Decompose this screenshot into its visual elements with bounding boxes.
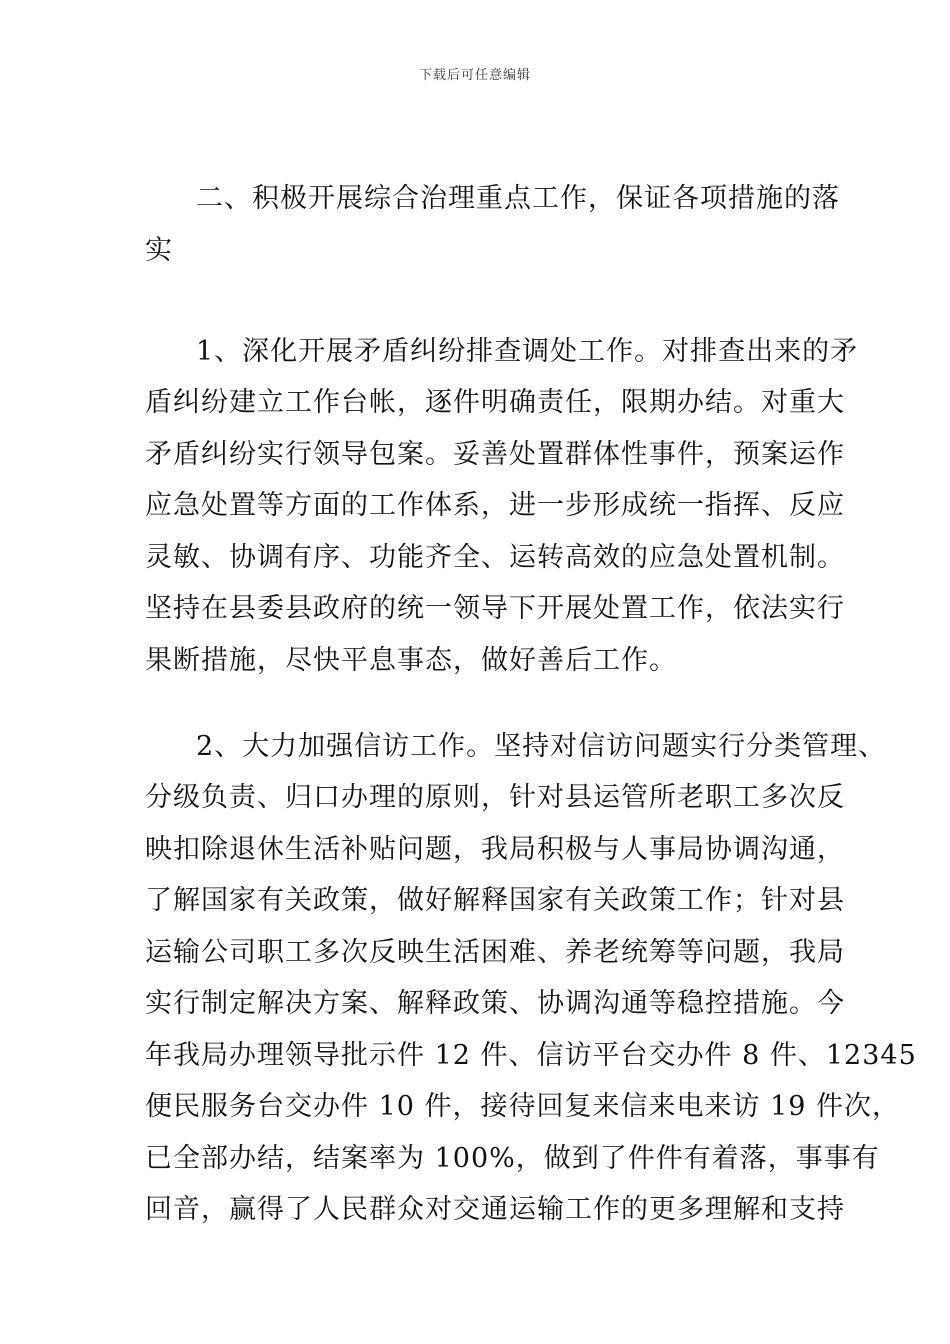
paragraph-line: 盾纠纷建立工作台帐，逐件明确责任，限期办结。对重大	[145, 387, 845, 418]
paragraph-line: 年我局办理领导批示件 12 件、信访平台交办件 8 件、12345	[145, 1040, 917, 1071]
paragraph-line: 灵敏、协调有序、功能齐全、运转高效的应急处置机制。	[145, 542, 845, 573]
paragraph-line: 应急处置等方面的工作体系，进一步形成统一指挥、反应	[145, 490, 845, 521]
paragraph-line: 映扣除退休生活补贴问题，我局积极与人事局协调沟通，	[145, 834, 845, 865]
paragraph-line: 实行制定解决方案、解释政策、协调沟通等稳控措施。今	[145, 988, 845, 1019]
heading-line: 实	[145, 235, 173, 266]
paragraph-line: 了解国家有关政策，做好解释国家有关政策工作；针对县	[145, 885, 845, 916]
paragraph-line: 坚持在县委县政府的统一领导下开展处置工作，依法实行	[145, 593, 845, 624]
paragraph-line: 1、深化开展矛盾纠纷排查调处工作。对排查出来的矛	[196, 336, 859, 367]
heading-line: 二、积极开展综合治理重点工作，保证各项措施的落	[196, 183, 840, 214]
paragraph-line: 果断措施，尽快平息事态，做好善后工作。	[145, 645, 677, 676]
paragraph-line: 矛盾纠纷实行领导包案。妥善处置群体性事件，预案运作	[145, 439, 845, 470]
paragraph-line: 便民服务台交办件 10 件，接待回复来信来电来访 19 件次，	[145, 1091, 901, 1122]
paragraph-line: 2、大力加强信访工作。坚持对信访问题实行分类管理、	[196, 731, 887, 762]
page-header: 下载后可任意编辑	[418, 68, 531, 83]
paragraph-line: 已全部办结，结案率为 100%，做到了件件有着落，事事有	[145, 1143, 880, 1174]
paragraph-line: 回音，赢得了人民群众对交通运输工作的更多理解和支持	[145, 1194, 845, 1225]
paragraph-line: 分级负责、归口办理的原则，针对县运管所老职工多次反	[145, 782, 845, 813]
paragraph-line: 运输公司职工多次反映生活困难、养老统筹等问题，我局	[145, 937, 845, 968]
